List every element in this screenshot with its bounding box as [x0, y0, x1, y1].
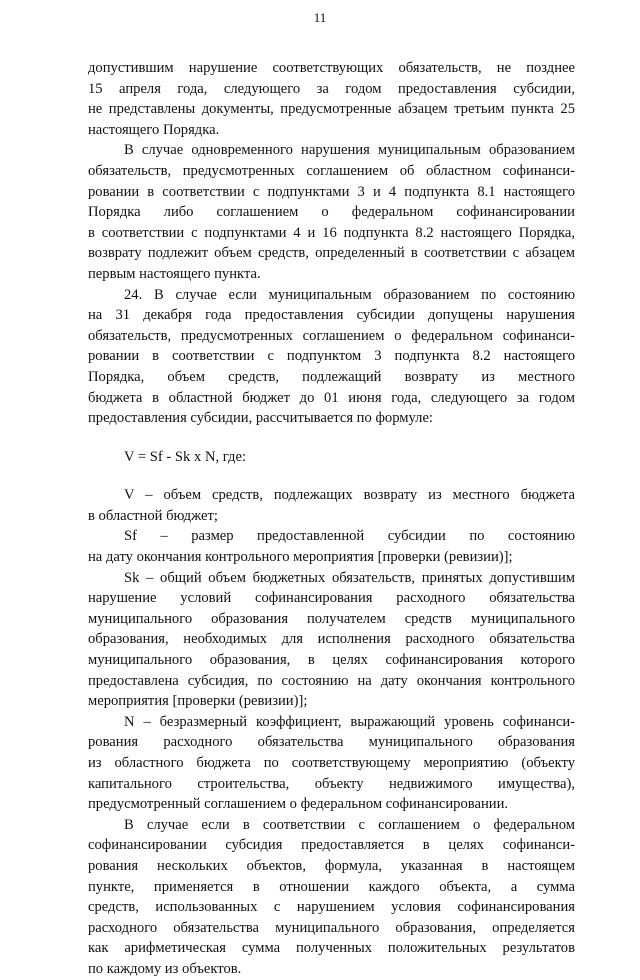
text-line: 24. В случае если муниципальным образованием по состоянию	[124, 286, 575, 303]
paragraph	[88, 58, 575, 140]
text-line: муниципального образования получателем средств муниципального	[88, 610, 575, 627]
text-line: на 31 декабря года предоставления субсидии допущены нарушения	[88, 307, 575, 324]
text-line: ровании в соответствии с подпунктами 3 и 4 подпункта 8.1 настоящего	[88, 183, 575, 200]
text-line: ровании в соответствии с подпунктом 3 подпункта 8.2 настоящего	[88, 348, 575, 365]
paragraph	[88, 285, 575, 429]
text-line: пункте, применяется в отношении каждого объекта, а сумма	[88, 878, 575, 895]
text-line: возврату подлежит объем средств, определенный в соответствии с абзацем	[88, 245, 575, 262]
text-line: расходного обязательства муниципального образования, определяется	[88, 919, 575, 936]
text-line: капитального строительства, объекту недвижимого имущества),	[88, 775, 575, 792]
text-line: обязательств, предусмотренных соглашением об областном софинанси-	[88, 162, 575, 179]
formula	[88, 447, 575, 468]
text-line: софинансировании субсидия предоставляется в целях софинанси-	[88, 837, 575, 854]
text-line: муниципального образования, в целях софинансирования которого	[88, 652, 575, 669]
text-line: рования нескольких объектов, формула, указанная в настоящем	[88, 857, 575, 874]
paragraph	[88, 712, 575, 815]
text-line: средств, использованных с нарушением условия софинансирования	[88, 899, 575, 916]
text-line: из областного бюджета по соответствующему мероприятию (объекту	[88, 755, 575, 771]
text-line: Порядка либо соглашением о федеральном софинансировании	[88, 204, 575, 221]
text-line: 15 апреля года, следующего за годом предоставления субсидии,	[88, 80, 575, 97]
text-line: по каждому из объектов.	[88, 960, 242, 977]
paragraph	[88, 568, 575, 712]
text-line: Sk – общий объем бюджетных обязательств, принятых допустившим	[124, 569, 575, 586]
text-line: в областной бюджет;	[88, 507, 218, 524]
paragraph	[88, 485, 575, 526]
text-line: В случае одновременного нарушения муниципальным образованием	[124, 142, 575, 159]
text-line: в соответствии с подпунктами 4 и 16 подпункта 8.2 настоящего Порядка,	[88, 224, 575, 241]
text-line: Порядка, объем средств, подлежащий возврату из местного	[88, 368, 575, 385]
text-line: предоставлена субсидия, по состоянию на дату окончания контрольного	[88, 672, 575, 689]
text-line: бюджета в областной бюджет до 01 июня года, следующего за годом	[88, 389, 575, 406]
text-line: нарушение условий софинансирования расходного обязательства	[88, 590, 575, 607]
text-line: обязательств, предусмотренных соглашением о федеральном софинанси-	[88, 327, 575, 344]
text-line: рования расходного обязательства муниципального образования	[88, 734, 575, 751]
text-line: предусмотренный соглашением о федеральном софинансировании.	[88, 796, 509, 813]
text-line: N – безразмерный коэффициент, выражающий уровень софинанси-	[124, 713, 575, 730]
text-line: не представлены документы, предусмотренные абзацем третьим пункта 25	[88, 101, 575, 118]
paragraph	[88, 140, 575, 284]
text-line: предоставления субсидии, рассчитывается по формуле:	[88, 410, 433, 427]
text-line: на дату окончания контрольного мероприятия [проверки (ревизии)];	[88, 549, 513, 566]
text-line: как арифметическая сумма полученных положительных результатов	[88, 940, 575, 957]
text-line: допустившим нарушение соответствующих обязательств, не позднее	[88, 60, 575, 76]
text-line: образования, необходимых для исполнения расходного обязательства	[88, 631, 575, 648]
paragraph	[88, 815, 575, 980]
document-body	[88, 58, 575, 980]
text-line: мероприятия [проверки (ревизии)];	[88, 693, 308, 710]
text-line: В случае если в соответствии с соглашением о федеральном	[124, 816, 575, 833]
text-line: Sf – размер предоставленной субсидии по состоянию	[124, 528, 575, 545]
text-line: настоящего Порядка.	[88, 121, 220, 138]
text-line: V – объем средств, подлежащих возврату из местного бюджета	[124, 487, 575, 504]
text-line: первым настоящего пункта.	[88, 265, 261, 282]
page-number: 11	[313, 10, 327, 25]
text-line: V = Sf - Sk x N, где:	[124, 448, 246, 465]
paragraph	[88, 526, 575, 567]
